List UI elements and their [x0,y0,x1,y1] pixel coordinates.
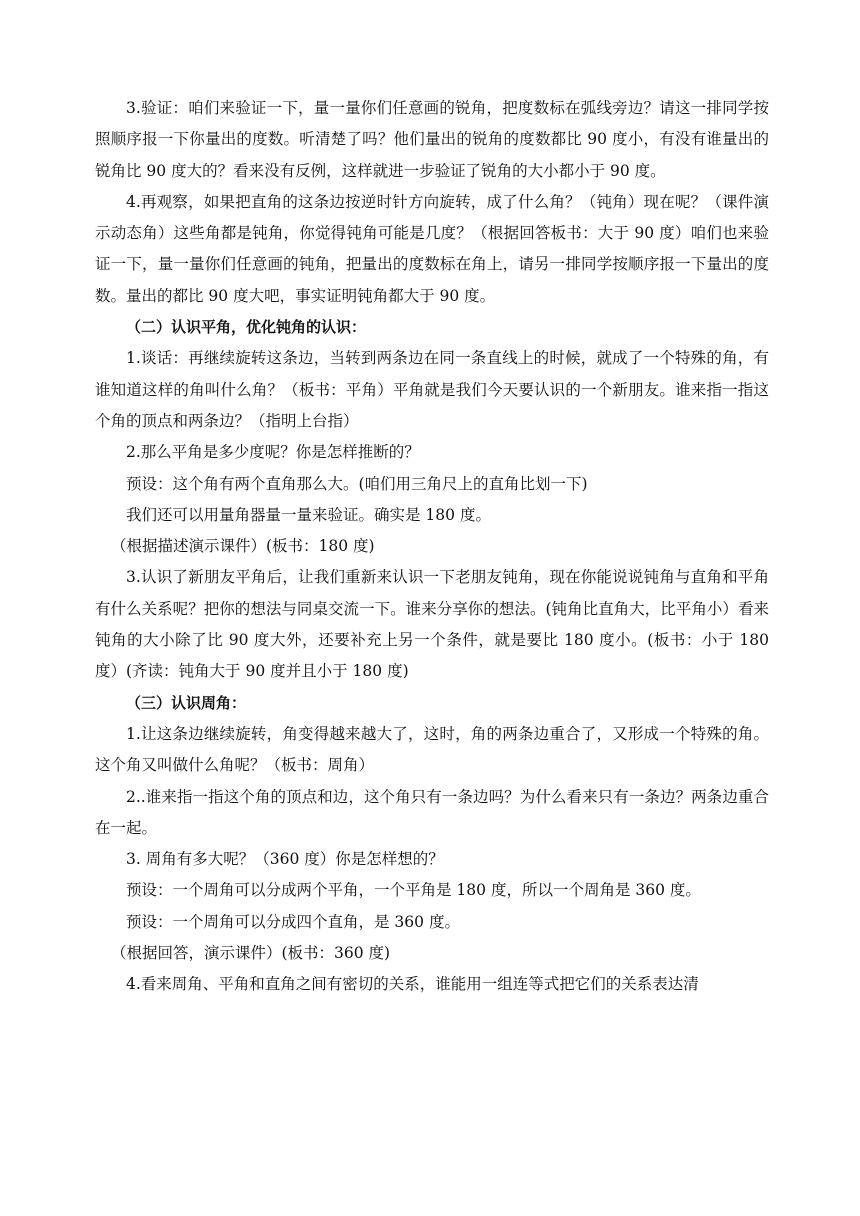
paragraph-observe-obtuse: 4.再观察，如果把直角的这条边按逆时针方向旋转，成了什么角？（钝角）现在呢？（课件演示动态角）这些角都是钝角，你觉得钝角可能是几度？（根据回答板书：大于 90 度）咱们也来验证一下，量一量你们任意画的钝角，把量出的度数标在角上，请另一排同学按顺序报一下量出的度数。量出的都比 90 度大吧，事实证明钝角都大于 90 度。 [95,192,769,305]
paragraph-board-360: （根据回答，演示课件）(板书：360 度) [111,944,391,963]
paragraph-full-angle-sides: 2..谁来指一指这个角的顶点和边，这个角只有一条边吗？为什么看来只有一条边？两条边重合在一起。 [95,787,769,837]
paragraph-preset-four-right: 预设：一个周角可以分成四个直角，是 360 度。 [126,912,460,931]
section-heading-full-angle: （三）认识周角： [126,693,247,712]
paragraph-straight-angle-intro: 1.谈话：再继续旋转这条边，当转到两条边在同一条直线上的时候，就成了一个特殊的角，有谁知道这样的角叫什么角？（板书：平角）平角就是我们今天要认识的一个新朋友。谁来指一指这个角的顶点和两条边？（指明上台指） [95,349,769,430]
paragraph-board-180: （根据描述演示课件）(板书：180 度) [111,537,375,556]
section-heading-straight-angle: （二）认识平角，优化钝角的认识： [126,318,367,337]
paragraph-relation-equation: 4.看来周角、平角和直角之间有密切的关系，谁能用一组连等式把它们的关系表达清 [126,975,699,994]
paragraph-full-angle-size: 3. 周角有多大呢？（360 度）你是怎样想的？ [126,850,444,869]
paragraph-straight-angle-degree: 2.那么平角是多少度呢？你是怎样推断的？ [126,443,420,462]
paragraph-preset-two-right-angles: 预设：这个角有两个直角那么大。(咱们用三角尺上的直角比划一下) [126,474,588,493]
paragraph-verify-acute: 3.验证：咱们来验证一下，量一量你们任意画的锐角，把度数标在弧线旁边？请这一排同学按照顺序报一下你量出的度数。听清楚了吗？他们量出的锐角的度数都比 90 度小，有没有谁量出的锐角比 90 度大的？看来没有反例，这样就进一步验证了锐角的大小都小于 90 度。 [95,99,769,180]
paragraph-preset-two-straight: 预设：一个周角可以分成两个平角，一个平角是 180 度，所以一个周角是 360 度。 [126,881,701,900]
paragraph-protractor-verify: 我们还可以用量角器量一量来验证。确实是 180 度。 [126,505,491,524]
document-page [95,93,769,1001]
paragraph-obtuse-relation: 3.认识了新朋友平角后，让我们重新来认识一下老朋友钝角，现在你能说说钝角与直角和平角有什么关系呢？把你的想法与同桌交流一下。谁来分享你的想法。(钝角比直角大，比平角小）看来钝角的大小除了比 90 度大外，还要补充上另一个条件，就是要比 180 度小。(板书：小于 180 度）(齐读：钝角大于 90 度并且小于 180 度) [95,568,769,681]
paragraph-full-angle-intro: 1.让这条边继续旋转，角变得越来越大了，这时，角的两条边重合了，又形成一个特殊的角。这个角又叫做什么角呢？（板书：周角） [95,724,769,775]
